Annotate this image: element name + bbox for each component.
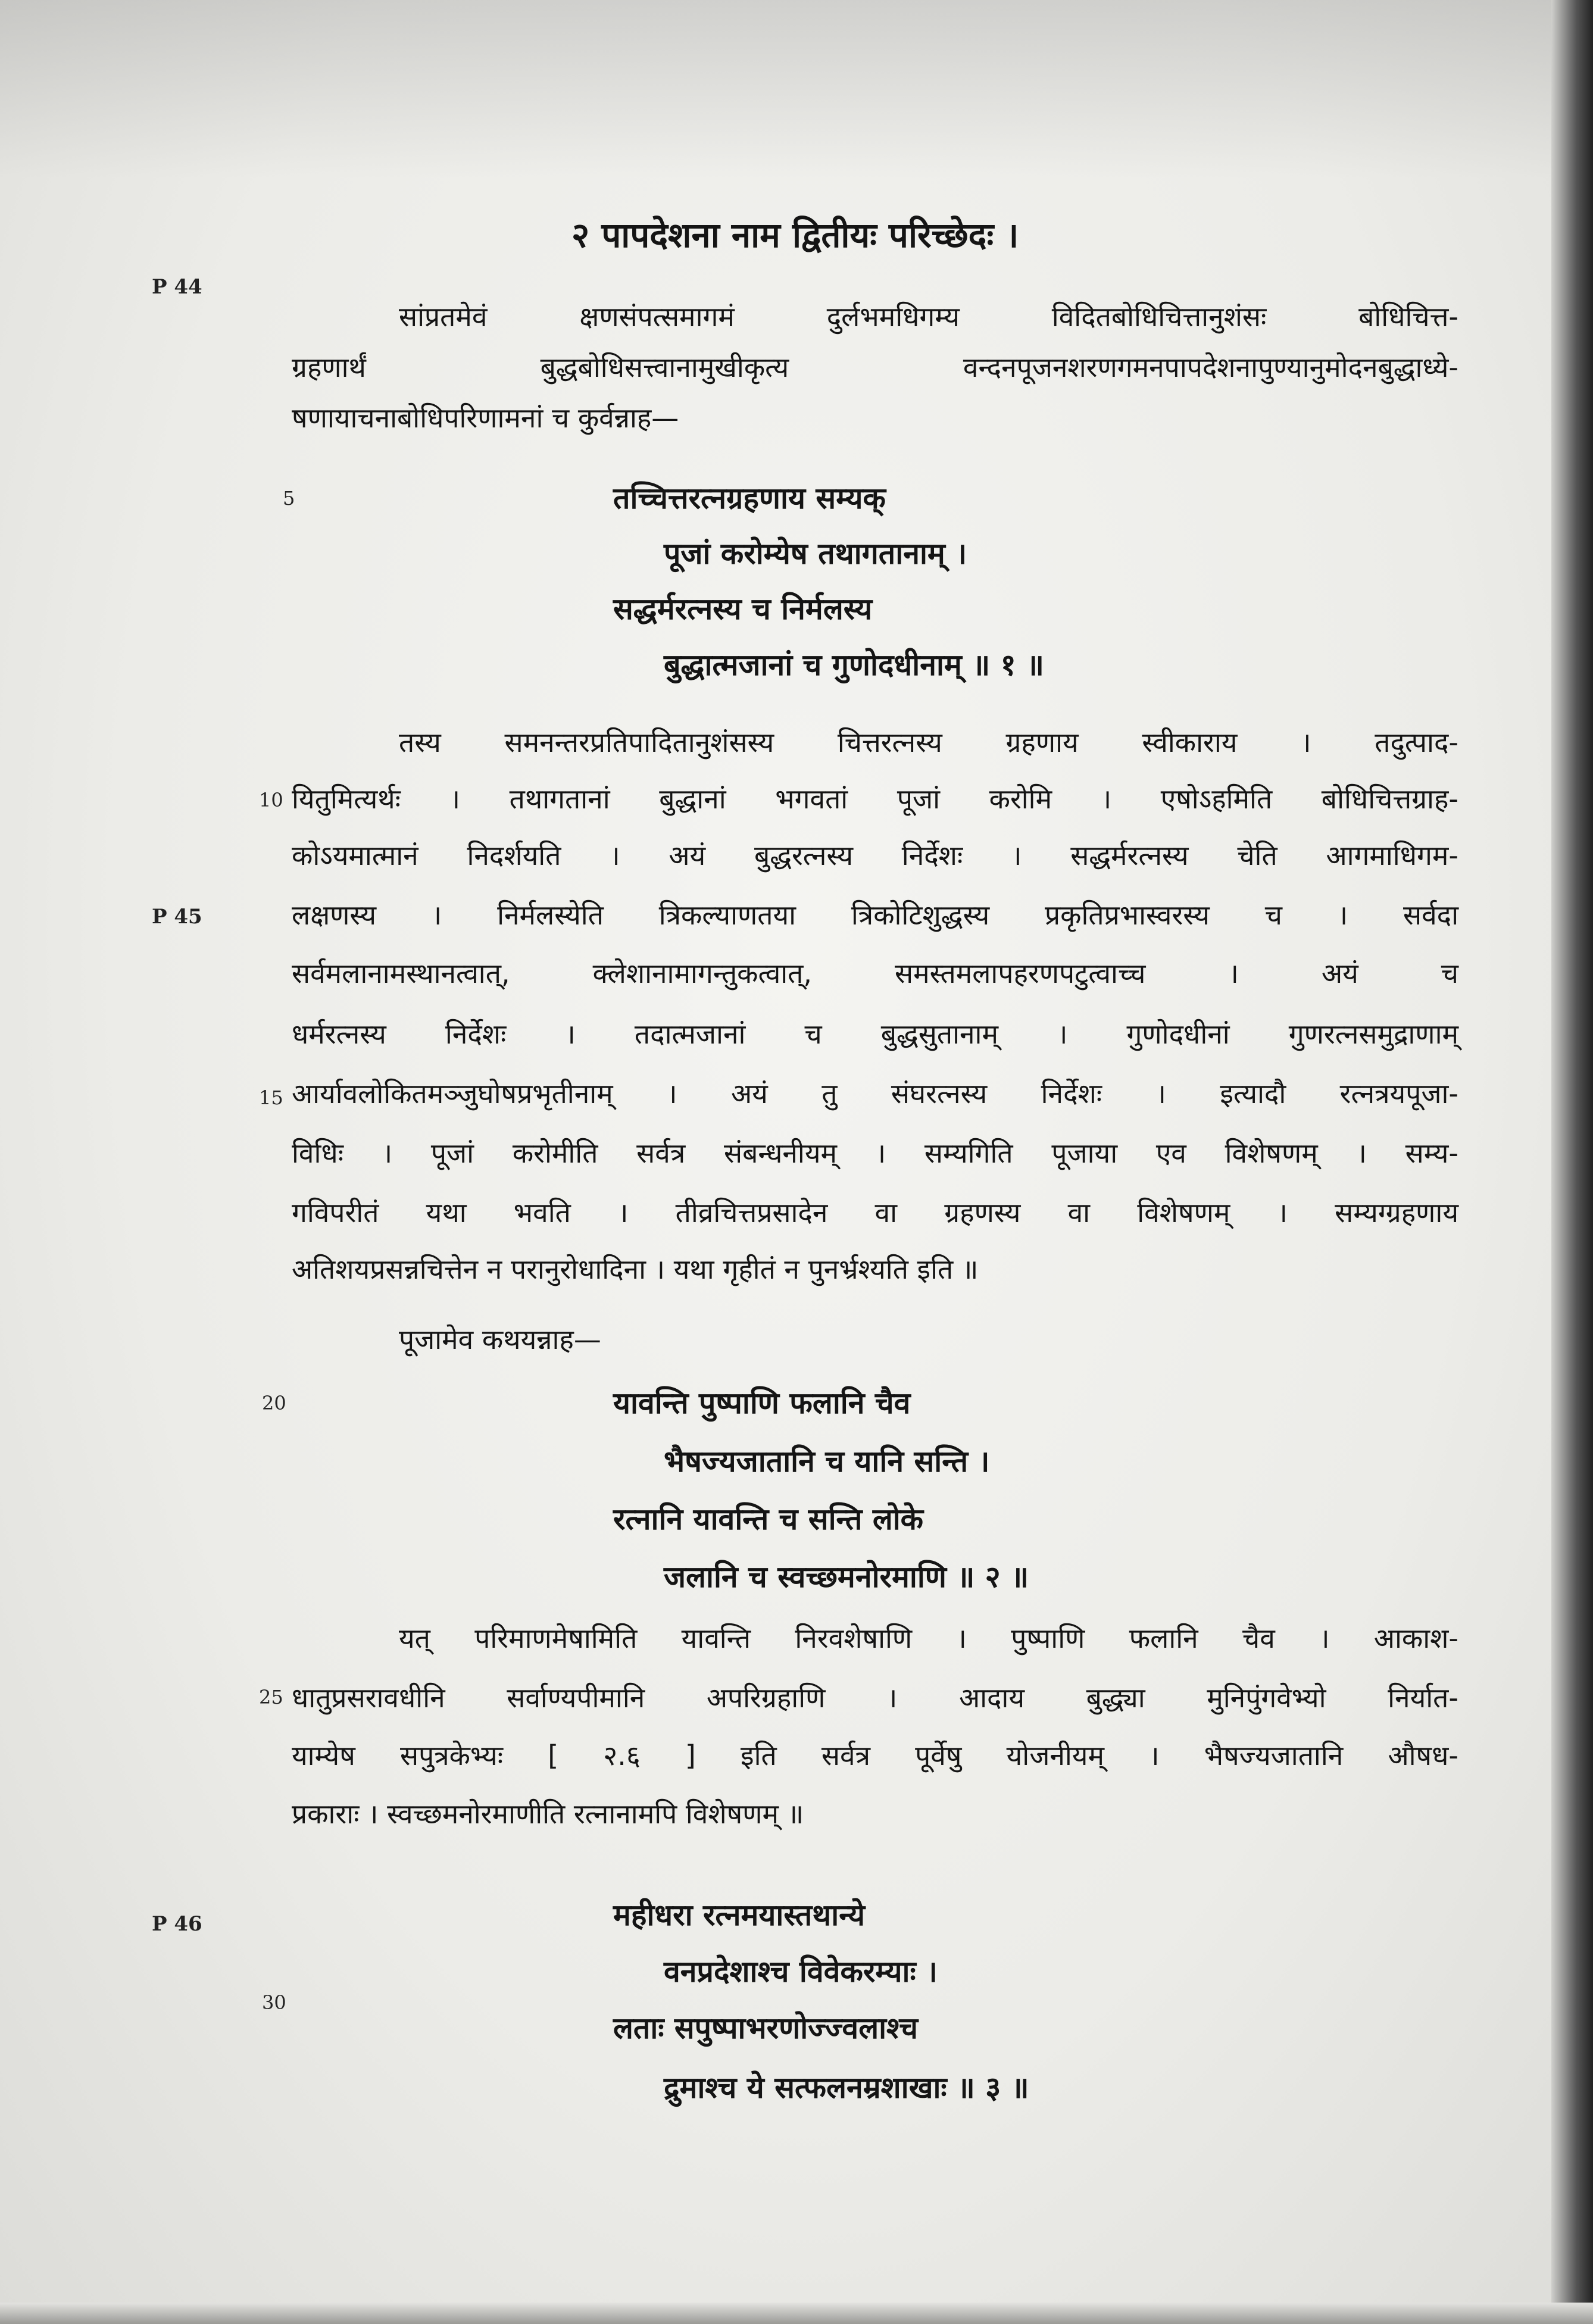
commentary-1-line: अतिशयप्रसन्नचित्तेन न परानुरोधादिना । यथा गृहीतं न पुनर्भ्रश्यति इति ॥ [292,1253,979,1285]
scan-shadow [0,0,1593,179]
book-binding-edge [1551,0,1593,2324]
page-bottom-edge [0,2303,1593,2324]
commentary-1-line: तस्य समनन्तरप्रतिपादितानुशंसस्य चित्तरत्नस्य ग्रहणाय स्वीकाराय । तदुत्पाद- [399,726,1458,758]
page-ref-46: P 46 [152,1912,202,1936]
line-number-15: 15 [259,1086,283,1109]
page-ref-45: P 45 [152,905,202,929]
line-number-5: 5 [283,487,295,510]
verse-1-line: तच्चित्तरत्नग्रहणाय सम्यक् [613,481,886,516]
commentary-1-line: धर्मरत्नस्य निर्देशः । तदात्मजानां च बुद्धसुतानाम् । गुणोदधीनां गुणरत्नसमुद्राणाम् [292,1018,1458,1050]
chapter-heading: २ पापदेशना नाम द्वितीयः परिच्छेदः । [571,215,1019,255]
verse-1-line: पूजां करोम्येष तथागतानाम् । [664,536,967,571]
commentary-1-line: कोऽयमात्मानं निदर्शयति । अयं बुद्धरत्नस्य निर्देशः । सद्धर्मरत्नस्य चेति आगमाधिगम- [292,839,1458,872]
intro-2-line: पूजामेव कथयन्नाह— [399,1323,601,1355]
verse-2-line: भैषज्यजातानि च यानि सन्ति । [664,1444,990,1479]
line-number-30: 30 [262,1991,286,2014]
verse-3-line: महीधरा रत्नमयास्तथान्ये [613,1898,865,1932]
verse-2-line: रत्नानि यावन्ति च सन्ति लोके [613,1502,924,1536]
line-number-10: 10 [259,789,283,811]
intro-line: ग्रहणार्थं बुद्धबोधिसत्त्वानामुखीकृत्य वन्दनपूजनशरणगमनपापदेशनापुण्यानुमोदनबुद्धाध्ये- [292,351,1458,383]
verse-2-line: जलानि च स्वच्छमनोरमाणि ॥ २ ॥ [664,1560,1029,1594]
commentary-2-line: प्रकाराः । स्वच्छमनोरमाणीति रत्नानामपि विशेषणम् ॥ [292,1798,804,1830]
commentary-2-line: धातुप्रसरावधीनि सर्वाण्यपीमानि अपरिग्रहाणि । आदाय बुद्ध्या मुनिपुंगवेभ्यो निर्यात- [292,1682,1458,1714]
commentary-1-line: गविपरीतं यथा भवति । तीव्रचित्तप्रसादेन वा ग्रहणस्य वा विशेषणम् । सम्यग्ग्रहणाय [292,1197,1458,1229]
commentary-1-line: आर्यावलोकितमञ्जुघोषप्रभृतीनाम् । अयं तु संघरत्नस्य निर्देशः । इत्यादौ रत्नत्रयपूजा- [292,1077,1458,1110]
verse-1-line: सद्धर्मरत्नस्य च निर्मलस्य [613,592,873,626]
commentary-1-line: सर्वमलानामस्थानत्वात्, क्लेशानामागन्तुकत्वात्, समस्तमलापहरणपटुत्वाच्च । अयं च [292,957,1458,989]
page-ref-44: P 44 [152,275,202,299]
commentary-1-line: यितुमित्यर्थः । तथागतानां बुद्धानां भगवतां पूजां करोमि । एषोऽहमिति बोधिचित्तग्राह- [292,783,1458,815]
commentary-2-line: यत् परिमाणमेषामिति यावन्ति निरवशेषाणि । पुष्पाणि फलानि चैव । आकाश- [399,1622,1458,1654]
intro-line: सांप्रतमेवं क्षणसंपत्समागमं दुर्लभमधिगम्य विदितबोधिचित्तानुशंसः बोधिचित्त- [399,301,1458,333]
verse-3-line: वनप्रदेशाश्च विवेकरम्याः । [664,1954,938,1989]
commentary-2-line: याम्येष सपुत्रकेभ्यः [ २.६ ] इति सर्वत्र पूर्वेषु योजनीयम् । भैषज्यजातानि औषध- [292,1739,1458,1772]
verse-3-line: लताः सपुष्पाभरणोज्ज्वलाश्च [613,2011,919,2045]
line-number-25: 25 [259,1686,283,1708]
verse-2-line: यावन्ति पुष्पाणि फलानि चैव [613,1386,911,1420]
verse-1-line: बुद्धात्मजानां च गुणोदधीनाम् ॥ १ ॥ [664,648,1044,682]
line-number-20: 20 [262,1392,286,1414]
verse-3-line: द्रुमाश्च ये सत्फलनम्रशाखाः ॥ ३ ॥ [664,2070,1029,2105]
commentary-1-line: विधिः । पूजां करोमीति सर्वत्र संबन्धनीयम् । सम्यगिति पूजाया एव विशेषणम् । सम्य- [292,1137,1458,1169]
intro-line: षणायाचनाबोधिपरिणामनां च कुर्वन्नाह— [292,402,679,434]
commentary-1-line: लक्षणस्य । निर्मलस्येति त्रिकल्याणतया त्रिकोटिशुद्धस्य प्रकृतिप्रभास्वरस्य च । सर्वदा [292,899,1458,931]
